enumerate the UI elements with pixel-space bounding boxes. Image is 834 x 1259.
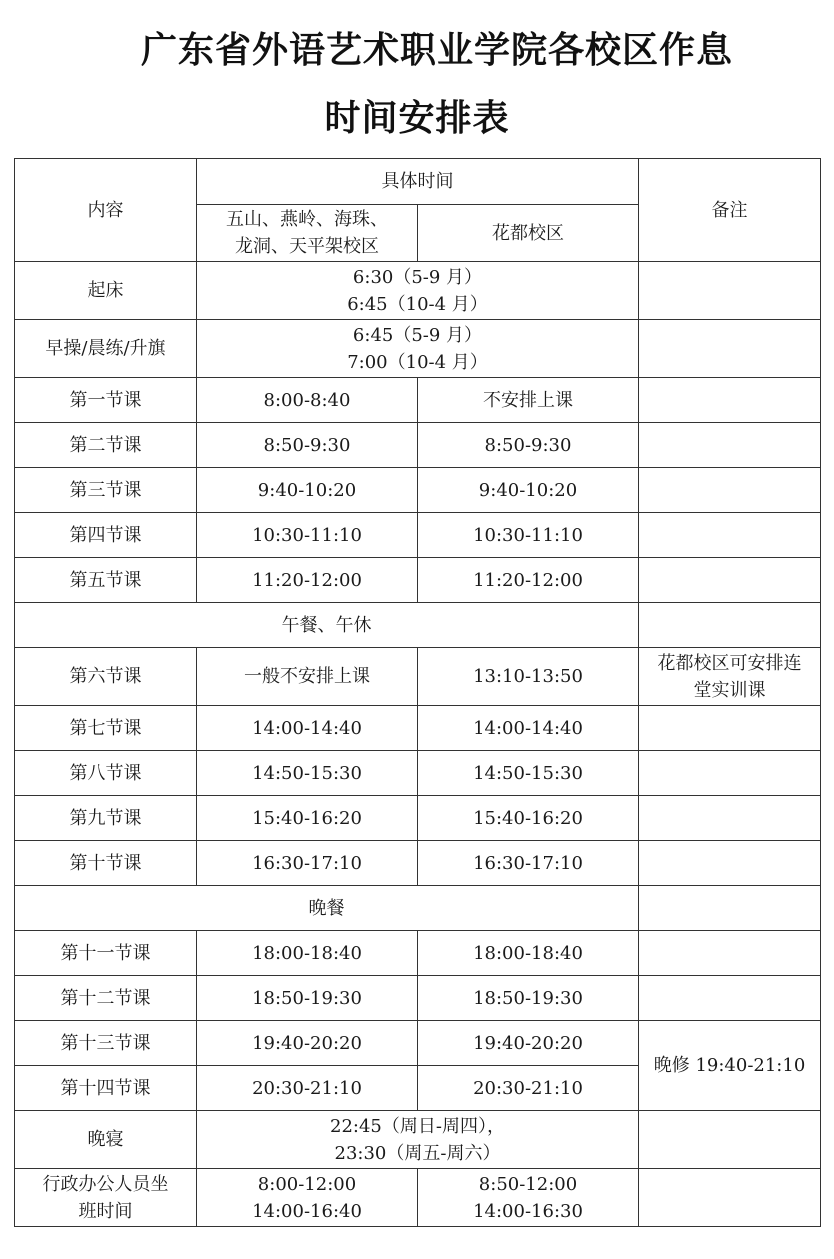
time-line: 14:00-16:40	[252, 1200, 362, 1222]
row-label: 第三节课	[15, 468, 197, 513]
page-title-line2: 时间安排表	[324, 98, 510, 139]
table-row	[15, 796, 821, 841]
table-row	[15, 751, 821, 796]
row-time-a: 10:30-11:10	[197, 513, 418, 558]
table-row	[15, 1169, 821, 1227]
row-time-b: 10:30-11:10	[418, 513, 639, 558]
row-note	[639, 841, 821, 886]
row-time-a: 9:40-10:20	[197, 468, 418, 513]
row-label: 第九节课	[15, 796, 197, 841]
header-campus-a	[197, 205, 418, 262]
row-time-a: 15:40-16:20	[197, 796, 418, 841]
table-row	[15, 468, 821, 513]
row-note	[639, 513, 821, 558]
table-row	[15, 1111, 821, 1169]
row-time-a: 一般不安排上课	[197, 648, 418, 706]
header-campus-b: 花都校区	[418, 205, 639, 262]
row-label: 第二节课	[15, 423, 197, 468]
row-label: 起床	[15, 262, 197, 320]
row-time-b: 18:00-18:40	[418, 931, 639, 976]
row-time-a: 19:40-20:20	[197, 1021, 418, 1066]
row-label: 第十一节课	[15, 931, 197, 976]
table-row	[15, 603, 821, 648]
row-time-b: 16:30-17:10	[418, 841, 639, 886]
row-note	[639, 468, 821, 513]
row-note	[639, 603, 821, 648]
row-time-a: 14:50-15:30	[197, 751, 418, 796]
row-time-b	[418, 1169, 639, 1227]
campus-a-line2: 龙洞、天平架校区	[235, 236, 379, 257]
row-note	[639, 558, 821, 603]
row-note	[639, 931, 821, 976]
row-note	[639, 378, 821, 423]
row-time-b: 8:50-9:30	[418, 423, 639, 468]
row-label: 第五节课	[15, 558, 197, 603]
time-line: 23:30（周五-周六）	[334, 1142, 501, 1164]
time-line: 8:50-12:00	[478, 1173, 578, 1195]
header-specific-time: 具体时间	[197, 159, 639, 205]
row-label: 晚寝	[15, 1111, 197, 1169]
row-note	[639, 320, 821, 378]
table-row	[15, 320, 821, 378]
row-time-b: 18:50-19:30	[418, 976, 639, 1021]
row-time-a: 8:50-9:30	[197, 423, 418, 468]
time-line: 22:45（周日-周四），	[330, 1115, 505, 1137]
row-note	[639, 262, 821, 320]
schedule-table	[14, 158, 821, 1227]
note-line: 堂实训课	[693, 679, 766, 701]
time-line: 6:30（5-9 月）	[352, 266, 483, 288]
row-note	[639, 751, 821, 796]
row-time-a: 18:50-19:30	[197, 976, 418, 1021]
table-row	[15, 423, 821, 468]
row-time-a: 11:20-12:00	[197, 558, 418, 603]
break-dinner: 晚餐	[15, 886, 639, 931]
header-content: 内容	[15, 159, 197, 262]
row-label: 第六节课	[15, 648, 197, 706]
row-time-b: 14:00-14:40	[418, 706, 639, 751]
row-time-a: 8:00-8:40	[197, 378, 418, 423]
time-line: 6:45（5-9 月）	[352, 324, 483, 346]
row-label: 第七节课	[15, 706, 197, 751]
row-time-merged	[197, 320, 639, 378]
table-row	[15, 558, 821, 603]
row-time-b: 20:30-21:10	[418, 1066, 639, 1111]
row-time-a: 18:00-18:40	[197, 931, 418, 976]
row-time-a: 20:30-21:10	[197, 1066, 418, 1111]
row-note	[639, 976, 821, 1021]
row-label: 早操/晨练/升旗	[15, 320, 197, 378]
row-time-b: 19:40-20:20	[418, 1021, 639, 1066]
table-row	[15, 262, 821, 320]
row-label	[15, 1169, 197, 1227]
row-label: 第一节课	[15, 378, 197, 423]
table-row	[15, 513, 821, 558]
row-label: 第十三节课	[15, 1021, 197, 1066]
row-note	[639, 796, 821, 841]
row-time-b: 15:40-16:20	[418, 796, 639, 841]
row-time-b: 13:10-13:50	[418, 648, 639, 706]
row-label: 第十四节课	[15, 1066, 197, 1111]
time-line: 14:00-16:30	[473, 1200, 583, 1222]
row-time-a	[197, 1169, 418, 1227]
row-time-a: 16:30-17:10	[197, 841, 418, 886]
table-row	[15, 648, 821, 706]
row-note	[639, 423, 821, 468]
table-row	[15, 378, 821, 423]
header-row	[15, 159, 821, 205]
campus-a-line1: 五山、燕岭、海珠、	[226, 209, 388, 230]
break-lunch: 午餐、午休	[15, 603, 639, 648]
note-line: 花都校区可安排连	[657, 652, 802, 674]
row-time-merged	[197, 262, 639, 320]
table-row	[15, 1021, 821, 1066]
table-row	[15, 706, 821, 751]
row-note	[639, 648, 821, 706]
time-line: 7:00（10-4 月）	[347, 351, 488, 373]
row-label: 第十二节课	[15, 976, 197, 1021]
row-time-a: 14:00-14:40	[197, 706, 418, 751]
table-row	[15, 886, 821, 931]
table-row	[15, 976, 821, 1021]
label-line: 班时间	[78, 1200, 133, 1222]
row-time-b: 11:20-12:00	[418, 558, 639, 603]
table-row	[15, 841, 821, 886]
row-time-b: 9:40-10:20	[418, 468, 639, 513]
row-note	[639, 1169, 821, 1227]
row-time-b: 不安排上课	[418, 378, 639, 423]
header-remarks: 备注	[639, 159, 821, 262]
page-title-line1: 广东省外语艺术职业学院各校区作息	[140, 30, 733, 71]
evening-study-note: 晚修 19:40-21:10	[639, 1021, 821, 1111]
table-row	[15, 931, 821, 976]
row-time-b: 14:50-15:30	[418, 751, 639, 796]
row-time-merged	[197, 1111, 639, 1169]
time-line: 6:45（10-4 月）	[347, 293, 488, 315]
row-label: 第十节课	[15, 841, 197, 886]
row-note	[639, 886, 821, 931]
time-line: 8:00-12:00	[257, 1173, 357, 1195]
row-label: 第八节课	[15, 751, 197, 796]
label-line: 行政办公人员坐	[42, 1173, 169, 1195]
row-note	[639, 706, 821, 751]
row-label: 第四节课	[15, 513, 197, 558]
row-note	[639, 1111, 821, 1169]
